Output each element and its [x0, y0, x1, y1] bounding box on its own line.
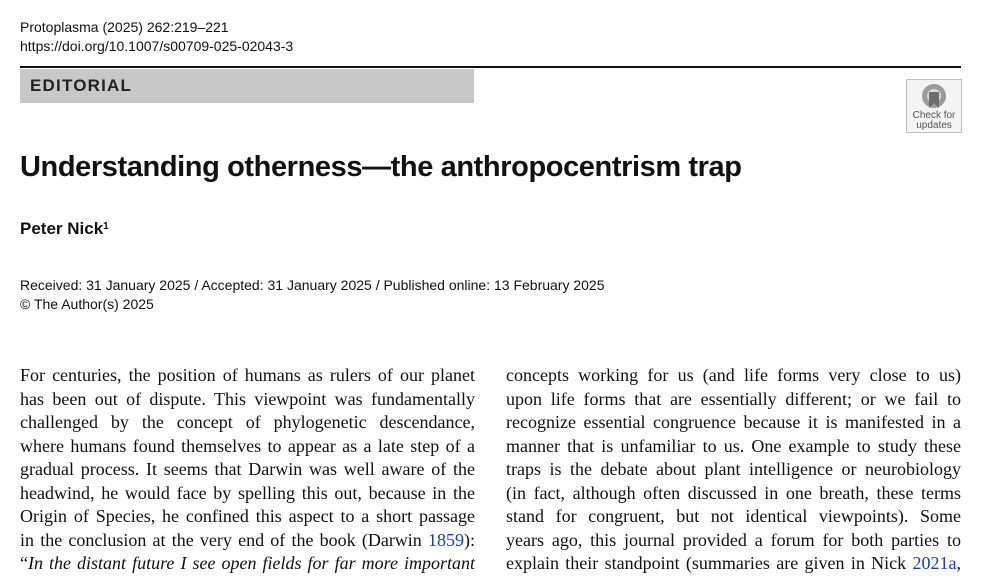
- crossmark-icon: [918, 83, 950, 111]
- body-line: [20, 388, 475, 412]
- body-line: [506, 411, 961, 435]
- author-name: Peter Nick: [20, 219, 104, 238]
- body-line-text: where humans found themselves to appear as a late step of a: [20, 435, 475, 456]
- body-column-left: [20, 364, 475, 576]
- header-rule: [20, 66, 961, 68]
- body-line-text: stand for congruent, but not identical viewpoints). Some: [506, 506, 961, 526]
- body-line-text: in the conclusion at the very end of the book (Darwin: [20, 529, 428, 550]
- article-title: Understanding otherness—the anthropocentrism trap: [20, 151, 742, 183]
- body-line-text: “: [20, 553, 28, 573]
- affiliation-mark[interactable]: 1: [103, 221, 109, 232]
- body-line: [506, 364, 961, 388]
- body-line: [506, 552, 961, 576]
- body-line-tail: ):: [464, 529, 475, 550]
- body-line: [20, 364, 475, 388]
- body-line-text: explain their standpoint (summaries are given in Nick: [506, 553, 913, 573]
- body-line-text: upon life forms that are essentially different; or we fail to: [506, 388, 961, 409]
- body-line: [20, 411, 475, 435]
- check-for-updates-badge[interactable]: [906, 79, 962, 133]
- body-line-text: years ago, this journal provided a forum for both parties to: [506, 529, 961, 550]
- journal-citation: Protoplasma (2025) 262:219–221: [20, 19, 229, 35]
- body-line-text: recognize essential congruence because it is manifested in a: [506, 412, 961, 432]
- section-label-band: [20, 69, 474, 103]
- body-line: [20, 458, 475, 482]
- body-line-text: gradual process. It seems that Darwin was well aware of the: [20, 459, 475, 479]
- body-line-text: traps is the debate about plant intelligence or neurobiology: [506, 459, 961, 479]
- check-for-label: Check for: [912, 110, 956, 121]
- body-line-text: has been out of dispute. This viewpoint was fundamentally: [20, 388, 475, 409]
- updates-label: updates: [916, 120, 952, 131]
- body-line-text: For centuries, the position of humans as rulers of our planet: [20, 365, 475, 385]
- body-line: [506, 435, 961, 459]
- body-line: [506, 388, 961, 412]
- body-line: [506, 458, 961, 482]
- body-line-text: manner that is unfamiliar to us. One example to study these: [506, 435, 961, 456]
- body-column-right: [506, 364, 961, 576]
- copyright-line: © The Author(s) 2025: [20, 296, 154, 312]
- body-line-text: challenged by the concept of phylogenetic descendance,: [20, 412, 475, 432]
- body-line: [506, 482, 961, 506]
- body-line: [20, 505, 475, 529]
- body-line: [20, 552, 475, 576]
- body-line: [20, 482, 475, 506]
- body-line: [20, 435, 475, 459]
- citation-link[interactable]: 1859: [428, 529, 464, 550]
- doi-link[interactable]: https://doi.org/10.1007/s00709-025-02043-3: [20, 38, 294, 54]
- body-line: [20, 529, 475, 553]
- citation-link[interactable]: 2021a: [912, 553, 957, 573]
- body-line-text: (in fact, although often discussed in one breath, these terms: [506, 482, 961, 503]
- body-line: [506, 505, 961, 529]
- body-line-text: Origin of Species, he confined this aspect to a short passage: [20, 506, 475, 526]
- body-line-text: headwind, he would face by spelling this out, because in the: [20, 482, 475, 503]
- body-line-text: concepts working for us (and life forms very close to us): [506, 365, 961, 385]
- quoted-text: In the distant future I see open fields for far more important: [28, 553, 475, 573]
- body-line: [506, 529, 961, 553]
- body-line-tail: ,: [956, 553, 961, 573]
- history-dates: Received: 31 January 2025 / Accepted: 31 January 2025 / Published online: 13 February 2025: [20, 277, 605, 293]
- author-line: [20, 218, 109, 240]
- section-label: EDITORIAL: [30, 76, 133, 95]
- article-dates: [20, 276, 605, 314]
